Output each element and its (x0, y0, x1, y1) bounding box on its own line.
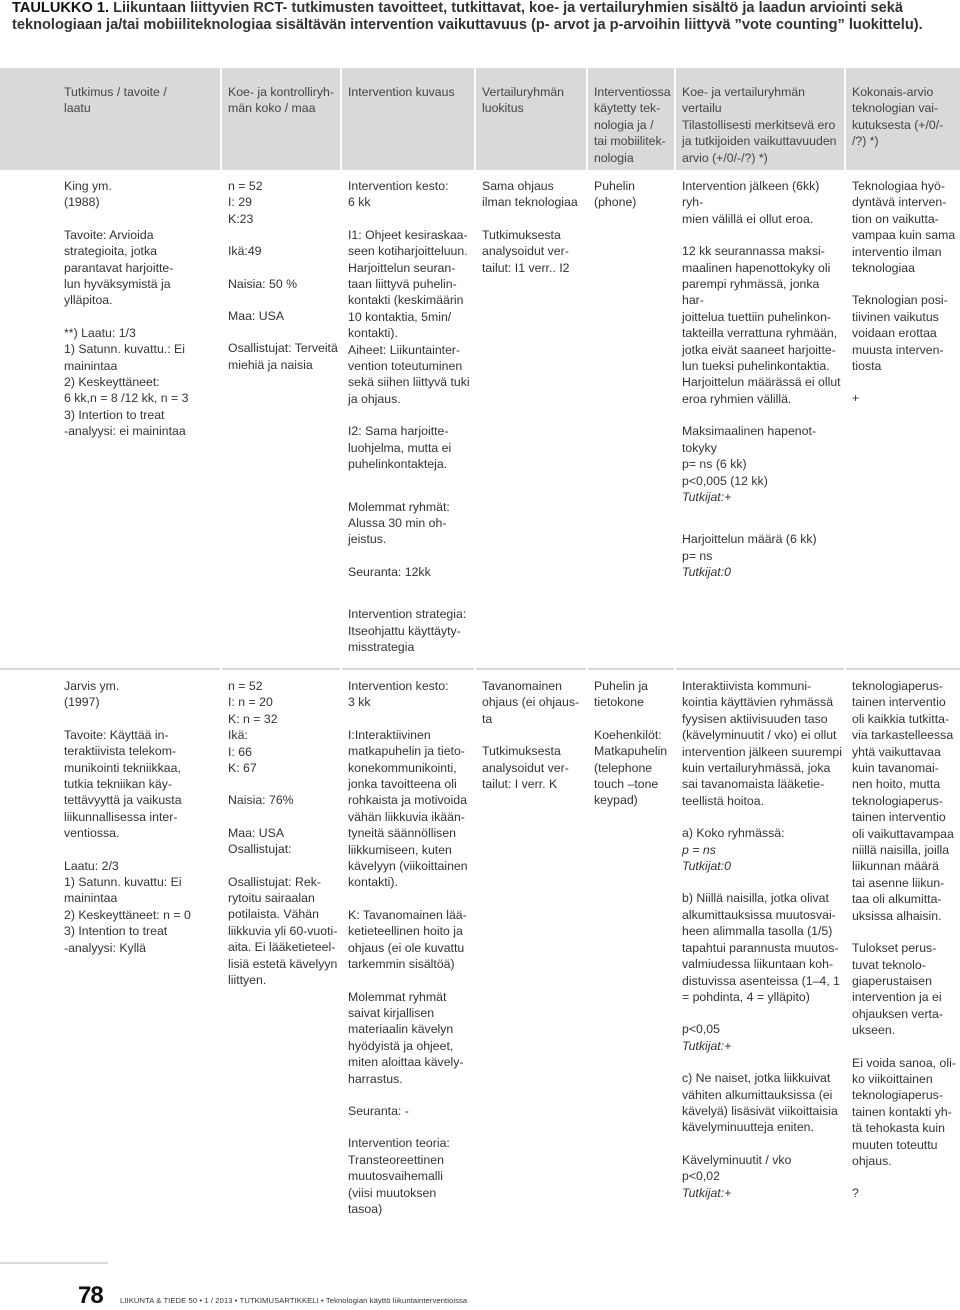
group-women: Naisia: 50 % (228, 276, 298, 291)
caption-text: Liikuntaan liittyvien RCT- tutkimusten tavoitteet, tutkittavat, koe- ja vertailuryhmien sisältö ja laadun arviointi sekä teknologiaan ja/tai mobiiliteknologiaa sisältävän intervention vaikuttavuus (p- arvot ja p-arvoihin liittyvä ”vote counting” luokittelu). (12, 0, 923, 33)
row2-results-cell (682, 678, 842, 1201)
column-divider (474, 68, 476, 1252)
row1-overall-cell (852, 178, 960, 407)
group-participants: Osallistujat: Rek- rytoitu sairaalan potilaista. Vähän liikkuvia yli 60-vuoti- aita. Ei lääketieteel- lisiä estetä kävelyyn liittyen. (228, 874, 338, 988)
group-country: Maa: USA (228, 309, 285, 324)
header-study (64, 84, 214, 117)
result-6kk: Intervention jälkeen (6kk) ryh- mien välillä ei ollut eroa. (682, 179, 820, 226)
group-age: Ikä:49 (228, 244, 262, 259)
row1-group-cell (228, 178, 338, 373)
group-participants: Osallistujat: Terveitä miehiä ja naisia (228, 341, 338, 372)
result-vo2max: Maksimaalinen hapenot- tokyky p= ns (6 kk) p<0,005 (12 kk) (682, 424, 816, 488)
technology-participants: Koehenkilöt: Matkapuhelin (telephone touch –tone keypad) (594, 727, 668, 808)
overall-assessment-3: Ei voida sanoa, oli- ko viikoittainen teknologiaperus- tainen kontakti yh- tä tehokasta kuin muuten toteuttu ohjaus. (852, 1055, 956, 1168)
overall-assessment-2: Teknologian posi- tiivinen vaikutus voidaan erottaa muusta interven- tiosta (852, 293, 948, 374)
row1-results-cell (682, 178, 842, 581)
study-aim: Tavoite: Arvioida strategioita, jotka parantavat harjoitte- lun hyväksymistä ja ylläpitoa. (64, 227, 174, 308)
comparison-analysis: Tutkimuksesta analysoidut ver- tailut: I1 verr.. I2 (482, 227, 570, 275)
table-caption (12, 0, 950, 33)
result-c-p: Kävelyminuutit / vko p<0,02 (682, 1152, 792, 1184)
study-name: Jarvis ym. (1997) (64, 679, 120, 710)
column-divider (220, 68, 222, 1252)
intervention-i1: I1: Ohjeet kesiraskaa- seen kotiharjoitteluun. Harjoittelun seuran- taan liittyvä puhelin- kontakti (keskimäärin 10 kontaktia, 5min/ kontakti). Aiheet: Liikuntainter- vention toteutuminen sekä siihen liittyvä tuki ja ohjaus. (348, 227, 470, 406)
comparison-analysis: Tutkimuksesta analysoidut ver- tailut: I verr. K (482, 744, 569, 792)
header-comparison-class-text: Vertailuryhmän luokitus (482, 85, 565, 116)
study-name: King ym. (1988) (64, 179, 112, 210)
study-quality: Laatu: 2/3 1) Satunn. kuvattu: Ei mainintaa 2) Keskeyttäneet: n = 0 3) Intention to treat -analyysi: Kyllä (64, 858, 191, 955)
intervention-both-groups: Molemmat ryhmät saivat kirjallisen materiaalin kävelyn hyödyistä ja ohjeet, miten aloittaa kävely- harrastus. (348, 989, 464, 1086)
header-intervention-text: Intervention kuvaus (348, 85, 455, 99)
group-women: Naisia: 76% (228, 793, 294, 808)
header-group-size (228, 84, 338, 117)
result-b-p: p<0,05 (682, 1022, 720, 1037)
technology-used: Puhelin (phone) (594, 179, 637, 210)
overall-assessment-2: Tulokset perus- tuvat teknolo- giaperustaisen intervention ja ei ohjauksen verta- ukseen. (852, 941, 943, 1038)
header-group-comparison-text: Koe- ja vertailuryhmän vertailu Tilastollisesti merkitsevä ero ja tutkijoiden vaikuttavuuden arvio (+/0/-/?) *) (682, 85, 837, 165)
intervention-theory: Intervention teoria: Transteoreettinen muutosvaihemalli (viisi muutoksen tasoa) (348, 1136, 450, 1216)
page-number: 78 (78, 1282, 103, 1309)
intervention-i: I:Interaktiivinen matkapuhelin ja tieto- konekommunikointi, jonka tavoitteena oli rohkaista ja motivoida vähän liikkuvia ikään- tyneitä säännöllisen liikkumiseen, kuten kävelyyn (viikoittainen kontakti). (348, 727, 468, 890)
technology-used: Puhelin ja tietokone (594, 679, 649, 710)
column-divider (340, 68, 342, 1252)
column-divider (844, 68, 846, 1252)
header-group-comparison (682, 84, 842, 166)
result-a-p: p = ns (682, 842, 716, 857)
column-divider (674, 68, 676, 1252)
intervention-followup: Seuranta: - (348, 1103, 409, 1118)
footer-text: LIIKUNTA & TIEDE 50 • 1 / 2013 • TUTKIMUSARTIKKELI • Teknologian käyttö liikuntainterventioissa (120, 1296, 468, 1305)
result-b-verdict: Tutkijat:+ (682, 1038, 732, 1053)
row2-group-cell (228, 678, 338, 989)
result-a-label: a) Koko ryhmässä: (682, 826, 785, 841)
header-intervention (348, 84, 472, 100)
intervention-k: K: Tavanomainen lää- ketieteellinen hoito ja ohjaus (ei ole kuvattu tarkemmin sisältöä) (348, 907, 467, 972)
result-c: c) Ne naiset, jotka liikkuivat vähiten alkumittauksissa (ei kävelyä) lisäsivät viikoittaisia kävelyminuutteja eniten. (682, 1071, 838, 1135)
result-training-amount: Harjoittelun määrä (6 kk) p= ns (682, 532, 817, 563)
row2-overall-cell (852, 678, 960, 1202)
comparison-class: Sama ohjaus ilman teknologiaa (482, 179, 578, 210)
column-divider (586, 68, 588, 1252)
result-a-verdict: Tutkijat:0 (682, 859, 731, 874)
row2-study-cell (64, 678, 214, 956)
overall-verdict: ? (852, 1186, 859, 1201)
header-comparison-class (482, 84, 584, 117)
intervention-duration: Intervention kesto: 6 kk (348, 179, 449, 210)
header-overall-text: Kokonais-arvio teknologian vai- kutuksesta (+/0/- /?) *) (852, 85, 944, 149)
result-c-verdict: Tutkijat:+ (682, 1185, 732, 1200)
overall-verdict: + (852, 391, 860, 406)
result-b: b) Niillä naisilla, jotka olivat alkumittauksissa muutosvai- heen alimmalla tasolla (1/5) tapahtui parannusta muutos- valmiudessa liikuntaan koh- distuvissa asenteissa (1–4, 1 = pohdinta, 4 = ylläpito) (682, 891, 840, 1004)
caption-lead: TAULUKKO 1. (12, 0, 114, 16)
intervention-i2: I2: Sama harjoitte- luohjelma, mutta ei puhelinkontakteja. (348, 424, 452, 472)
group-size: n = 52 I: n = 20 K: n = 32 Ikä: I: 66 K: 67 (228, 679, 278, 776)
header-group-size-text: Koe- ja kontrolliryh- män koko / maa (228, 85, 334, 116)
header-technology (594, 84, 674, 166)
row2-intervention-cell (348, 678, 472, 1217)
header-study-text: Tutkimus / tavoite / laatu (64, 85, 167, 116)
group-country: Maa: USA Osallistujat: (228, 825, 292, 857)
result-summary: Interaktiivista kommuni- kointia käyttävien ryhmässä fyysisen aktiivisuuden taso (kävelyminuutit / vko) ei ollut intervention jälkeen suurempi kuin vertailuryhmässä, joka sai tavanomaista lääketie- teellistä hoitoa. (682, 679, 842, 808)
result-researchers-verdict-2: Tutkijat:0 (682, 565, 731, 580)
intervention-both-groups: Molemmat ryhmät: Alussa 30 min oh- jeistus. (348, 499, 450, 547)
study-quality: **) Laatu: 1/3 1) Satunn. kuvattu.: Ei mainintaa 2) Keskeyttäneet: 6 kk,n = 8 /12 kk, n = 3 3) Intertion to treat -analyysi: ei mainintaa (64, 325, 189, 439)
row1-comparison-cell (482, 178, 584, 276)
footer-rule (0, 1262, 108, 1264)
row-divider (0, 668, 960, 670)
row1-intervention-cell (348, 178, 472, 655)
intervention-strategy: Intervention strategia: Itseohjattu käyttäyty- misstrategia (348, 607, 467, 654)
intervention-followup: Seuranta: 12kk (348, 564, 431, 579)
row2-comparison-cell (482, 678, 584, 792)
comparison-class: Tavanomainen ohjaus (ei ohjaus- ta (482, 679, 580, 726)
overall-assessment: teknologiaperus- tainen interventio oli kaikkia tutkitta- via tarkastelleessa yhtä vaikuttavaa kuin tavanomai- nen hoito, mutta teknologiaperus- tainen interventio oli vaikuttavampaa niillä naisilla, joilla liikunnan määrä tai asenne liikun- taa oli alkumitta- uksissa alhaisin. (852, 679, 954, 923)
result-researchers-verdict: Tutkijat:+ (682, 489, 732, 504)
intervention-duration: Intervention kesto: 3 kk (348, 679, 449, 710)
row2-technology-cell (594, 678, 674, 809)
result-12kk: 12 kk seurannassa maksi- maalinen hapenottokyky oli parempi ryhmässä, jonka har- joittelua tuettiin puhelinkon- takteilla verrattuna ryhmään, jotka eivät saaneet harjoitte- lun tueksi puhelinkontaktia. Harjoittelun määrässä ei ollut eroa ryhmien välillä. (682, 244, 841, 406)
header-technology-text: Interventiossa käytetty tek- nologia ja / tai mobiilitek- nologia (594, 85, 671, 165)
row1-study-cell (64, 178, 214, 440)
study-aim: Tavoite: Käyttää in- teraktiivista telekom- munikointi tekniikkaa, tutkia tekniikan käy- tettävyyttä ja vaikusta liikunnallisessa inter- ventiossa. (64, 727, 182, 841)
group-size: n = 52 I: 29 K:23 (228, 179, 263, 226)
header-overall (852, 84, 960, 150)
row1-technology-cell (594, 178, 674, 211)
overall-assessment: Teknologiaa hyö- dyntävä interven- tion on vaikutta- vampaa kuin sama interventio ilman teknologiaa (852, 179, 956, 276)
